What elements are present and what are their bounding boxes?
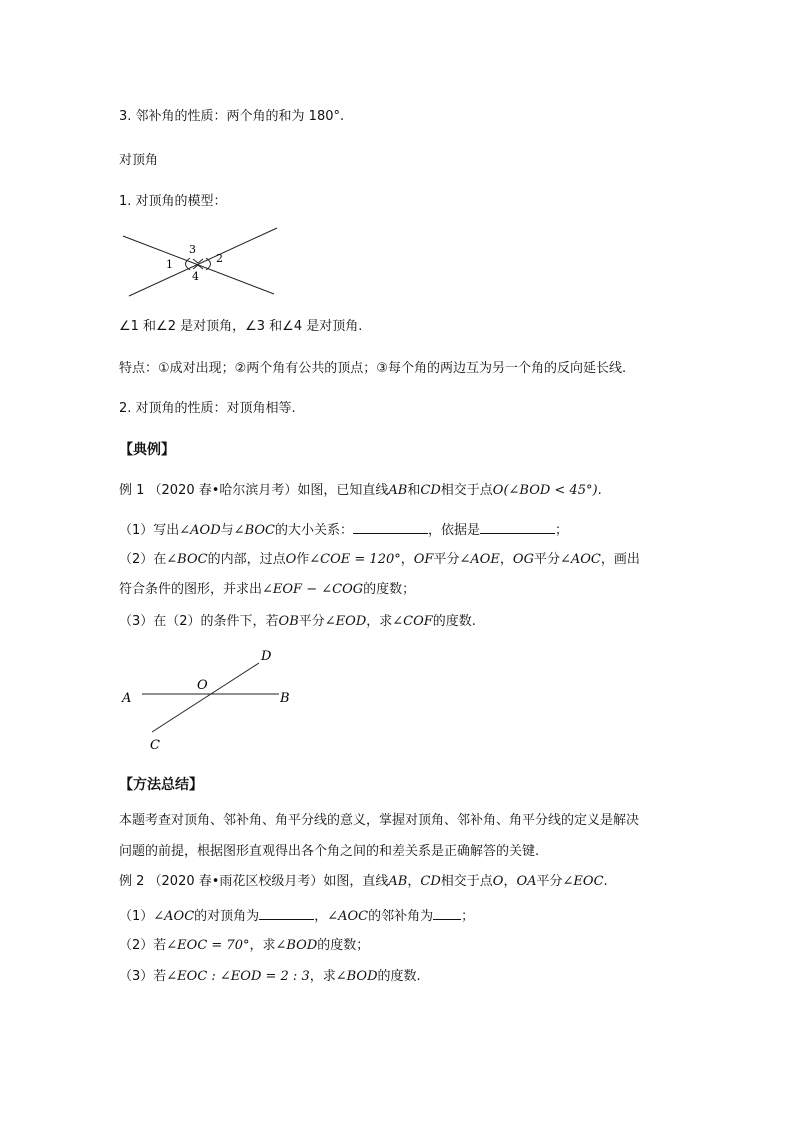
example2-question1: （1）∠AOC的对顶角为 ，∠AOC的邻补角为 ； bbox=[119, 906, 474, 926]
example2-title: 例 2 （2020 春•雨花区校级月考）如图，直线AB，CD相交于点O，OA平分∠EOC. bbox=[119, 874, 608, 889]
intersecting-lines-figure bbox=[116, 645, 306, 755]
line-vertical-pairs: ∠1 和∠2 是对顶角，∠3 和∠4 是对顶角. bbox=[119, 319, 363, 334]
example2-question2: （2）若∠EOC = 70°，求∠BOD的度数； bbox=[119, 938, 370, 953]
point-label-O: O bbox=[197, 678, 208, 693]
example1-question2: （2）在∠BOC的内部，过点O作∠COE = 120°，OF平分∠AOE，OG平分∠AOC，画出 bbox=[119, 552, 640, 567]
heading-vertical-angles: 对顶角 bbox=[119, 153, 159, 168]
angle-label-3: 3 bbox=[189, 243, 196, 256]
summary-line2: 问题的前提，根据图形直观得出各个角之间的和差关系是正确解答的关键. bbox=[119, 844, 540, 859]
point-label-D: D bbox=[261, 649, 272, 664]
answer-blank-supplementary[interactable] bbox=[433, 906, 461, 920]
line-vertical-property: 2. 对顶角的性质：对顶角相等. bbox=[119, 401, 296, 416]
angle-label-2: 2 bbox=[216, 252, 223, 265]
angle-label-4: 4 bbox=[192, 270, 199, 283]
point-label-B: B bbox=[280, 691, 290, 706]
example1-question2-cont: 符合条件的图形，并求出∠EOF − ∠COG的度数； bbox=[119, 582, 416, 597]
answer-blank-vertical[interactable] bbox=[259, 906, 314, 920]
heading-examples: 【典例】 bbox=[119, 442, 175, 458]
point-label-C: C bbox=[150, 738, 160, 753]
angle-label-1: 1 bbox=[166, 258, 173, 271]
example1-title: 例 1 （2020 春•哈尔滨月考）如图，已知直线AB和CD相交于点O(∠BOD < 45°). bbox=[119, 483, 602, 498]
example2-question3: （3）若∠EOC : ∠EOD = 2 : 3，求∠BOD的度数. bbox=[119, 969, 421, 984]
point-label-A: A bbox=[122, 691, 132, 706]
summary-line1: 本题考查对顶角、邻补角、角平分线的意义，掌握对顶角、邻补角、角平分线的定义是解决 bbox=[119, 813, 640, 828]
line-model-title: 1. 对顶角的模型： bbox=[119, 194, 227, 209]
heading-method-summary: 【方法总结】 bbox=[119, 777, 203, 793]
example1-question3: （3）在（2）的条件下，若OB平分∠EOD，求∠COF的度数. bbox=[119, 614, 476, 629]
line-characteristics: 特点：①成对出现；②两个角有公共的顶点；③每个角的两边互为另一个角的反向延长线. bbox=[119, 361, 627, 376]
example1-question1: （1）写出∠AOD与∠BOC的大小关系： ，依据是 ； bbox=[119, 520, 568, 540]
vertical-angles-figure bbox=[119, 224, 281, 300]
answer-blank-reason[interactable] bbox=[480, 520, 555, 534]
answer-blank-relation[interactable] bbox=[353, 520, 428, 534]
line-supplementary-property: 3. 邻补角的性质：两个角的和为 180°. bbox=[119, 109, 345, 124]
